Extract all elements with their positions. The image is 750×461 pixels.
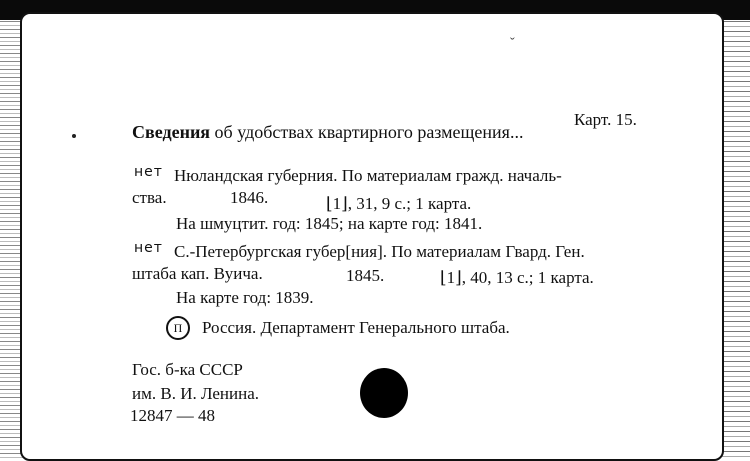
publisher-stamp-icon: П	[166, 316, 190, 340]
entry1-year: 1846.	[230, 188, 269, 207]
card-title	[132, 122, 523, 142]
entry2-line1: С.-Петербургская губер[ния]. По материалам Гвард. Ген.	[174, 242, 585, 261]
entry2-line3: На карте год: 1839.	[176, 288, 314, 307]
punch-hole	[360, 368, 408, 418]
entry2-pages: ⌊1⌋, 40, 13 с.; 1 карта.	[440, 268, 594, 287]
library-line-3: 12847 — 48	[130, 406, 215, 425]
corner-tick-mark: ˇ	[510, 36, 515, 51]
handwritten-mark-1: нет	[134, 164, 163, 180]
entry1-line3: На шмуцтит. год: 1845; на карте год: 1841.	[176, 214, 483, 233]
publisher-line: Россия. Департамент Генерального штаба.	[202, 318, 510, 337]
library-line-1: Гос. б-ка СССР	[132, 360, 243, 379]
entry1-line2-start: ства.	[132, 188, 167, 207]
entry1-line1: Нюландская губерния. По материалам гражд. началь-	[174, 166, 562, 185]
card-number: Карт. 15.	[574, 110, 637, 129]
title-bold: Сведения	[132, 122, 211, 142]
ink-dot	[72, 134, 76, 138]
library-line-2: им. В. И. Ленина.	[132, 384, 260, 403]
catalog-card	[20, 12, 724, 461]
title-rest: об удобствах квартирного размещения...	[210, 122, 524, 142]
handwritten-mark-2: нет	[134, 240, 163, 256]
entry2-year: 1845.	[346, 266, 385, 285]
entry1-pages: ⌊1⌋, 31, 9 с.; 1 карта.	[326, 194, 472, 213]
entry2-line2-start: штаба кап. Вуича.	[132, 264, 263, 283]
scanner-edge-right	[720, 20, 750, 461]
